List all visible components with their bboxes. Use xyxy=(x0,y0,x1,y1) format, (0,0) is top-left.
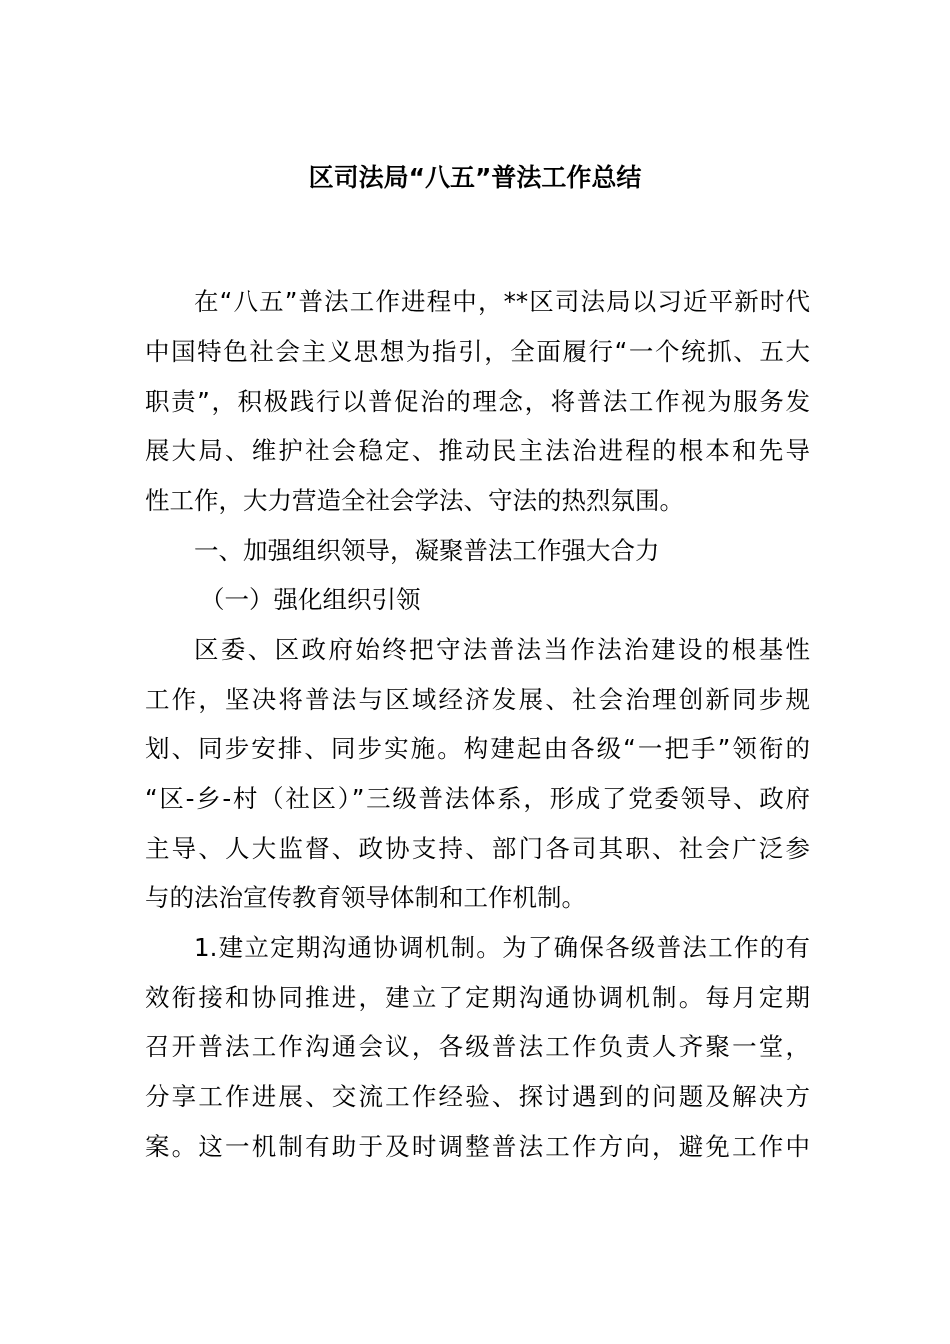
para3-line-2: 效衔接和协同推进，建立了定期沟通协调机制。每月定期 xyxy=(145,983,810,1012)
section-heading-1: 一、加强组织领导，凝聚普法工作强大合力 xyxy=(194,536,660,565)
para2-line-4: “区-乡-村（社区）”三级普法体系，形成了党委领导、政府 xyxy=(145,784,810,813)
document-title: 区司法局“八五”普法工作总结 xyxy=(308,163,642,192)
para2-line-5: 主导、人大监督、政协支持、部门各司其职、社会广泛参 xyxy=(145,834,810,863)
para3-line-5: 案。这一机制有助于及时调整普法工作方向，避免工作中 xyxy=(145,1132,810,1161)
intro-line-4: 展大局、维护社会稳定、推动民主法治进程的根本和先导 xyxy=(145,436,810,465)
para2-line-1: 区委、区政府始终把守法普法当作法治建设的根基性 xyxy=(194,635,810,664)
para2-line-3: 划、同步安排、同步实施。构建起由各级“一把手”领衔的 xyxy=(145,734,810,763)
para3-line-4: 分享工作进展、交流工作经验、探讨遇到的问题及解决方 xyxy=(145,1082,810,1111)
intro-line-1: 在“八五”普法工作进程中，**区司法局以习近平新时代 xyxy=(194,287,810,316)
subsection-heading-1: （一）强化组织引领 xyxy=(200,585,421,614)
intro-line-2: 中国特色社会主义思想为指引，全面履行“一个统抓、五大 xyxy=(145,337,810,366)
para3-line-1: 1.建立定期沟通协调机制。为了确保各级普法工作的有 xyxy=(194,933,810,962)
intro-line-3: 职责”，积极践行以普促治的理念，将普法工作视为服务发 xyxy=(145,387,810,416)
para3-line-3: 召开普法工作沟通会议，各级普法工作负责人齐聚一堂， xyxy=(145,1032,810,1061)
para2-line-6: 与的法治宣传教育领导体制和工作机制。 xyxy=(145,883,586,912)
para2-line-2: 工作，坚决将普法与区域经济发展、社会治理创新同步规 xyxy=(145,685,810,714)
intro-line-5: 性工作，大力营造全社会学法、守法的热烈氛围。 xyxy=(145,486,684,515)
